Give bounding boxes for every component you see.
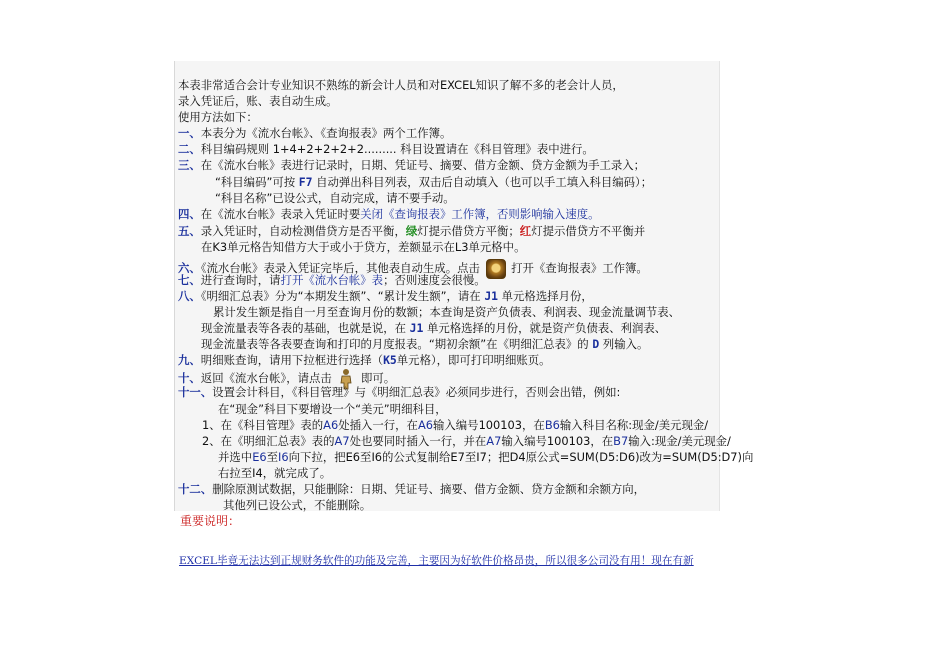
step-4-text-a: 在《流水台帐》表录入凭证时要: [200, 207, 361, 221]
step-3-sub-1: [215, 175, 652, 189]
cell-ref-a6: A6: [323, 418, 339, 432]
d-column-key: D: [592, 337, 600, 351]
step-2-text: 科目编码规则 1+4+2+2+2+2......... 科目设置请在《科目管理》表中进行。: [200, 142, 594, 156]
step-11-number: 十一、: [178, 385, 213, 399]
step-11-sub-3-d: 输入:现金/美元现金/: [628, 434, 731, 448]
intro-line-1: 本表非常适合会计专业知识不熟练的新会计人员和对EXCEL知识了解不多的老会计人员，: [178, 78, 624, 92]
step-9-number: 九、: [178, 353, 201, 367]
step-7-text-c: ；否则速度会很慢。: [383, 273, 486, 287]
step-11-sub-5: 右拉至I4，就完成了。: [218, 466, 332, 480]
step-2-number: 二、: [178, 142, 201, 156]
step-11-sub-2-c: 输入编号100103，在: [433, 418, 545, 432]
step-8-text-b: 单元格选择月份，: [498, 289, 593, 303]
step-8-sub-3: [201, 337, 648, 351]
step-11-sub-2-d: 输入科目名称:现金/美元现金/: [559, 418, 709, 432]
step-11-sub-4-b: 至: [266, 450, 279, 464]
step-6-text-b: 打开《查询报表》工作簿。: [507, 261, 648, 275]
step-4: [178, 207, 600, 221]
j1-key-2: J1: [409, 321, 424, 335]
step-7-number: 七、: [178, 273, 201, 287]
step-7-text-b: 打开《流水台帐》表: [280, 273, 384, 287]
step-7: [178, 273, 486, 287]
j1-key: J1: [484, 289, 499, 303]
step-8-sub-2-b: 单元格选择的月份，就是资产负债表、利润表、: [423, 321, 667, 335]
footer-link[interactable]: EXCEL毕竟无法达到正规财务软件的功能及完善，主要因为好软件价格昂贵，所以很多公司没有用！现在有新: [179, 555, 694, 567]
cell-ref-a7: A7: [334, 434, 350, 448]
step-12-sub: 其他列已设公式，不能删除。: [223, 498, 372, 512]
step-10-text-a: 返回《流水台帐》，请点击: [200, 371, 336, 385]
step-3-sub-1-a: “科目编码”可按: [215, 175, 299, 189]
step-3-sub-2: “科目名称”已设公式，自动完成，请不要手动。: [215, 191, 455, 205]
step-9: [178, 353, 551, 367]
step-8-sub-2-a: 现金流量表等各表的基础，也就是说，在: [201, 321, 410, 335]
step-8-number: 八、: [178, 289, 201, 303]
step-11-sub-4-a: 并选中: [218, 450, 253, 464]
step-11-sub-4: [218, 450, 753, 464]
step-11-sub-1: 在“现金”科目下要增设一个“美元”明细科目，: [218, 402, 447, 416]
step-8-sub-3-b: 列输入。: [599, 337, 649, 351]
step-2: [178, 142, 594, 156]
step-8-sub-2: [201, 321, 666, 335]
step-3-text: 在《流水台帐》表进行记录时，日期、凭证号、摘要、借方金额、贷方金额为手工录入；: [200, 158, 646, 172]
red-light-label: 红: [519, 224, 532, 238]
step-11-sub-2-b: 处插入一行，在: [338, 418, 418, 432]
step-10-number: 十、: [178, 371, 201, 385]
step-5-text-a: 录入凭证时，自动检测借贷方是否平衡，: [200, 224, 406, 238]
step-11: [178, 385, 620, 399]
instructions-panel: [174, 61, 754, 512]
cell-ref-e6: E6: [252, 450, 267, 464]
open-report-icon[interactable]: [486, 259, 506, 279]
green-light-label: 绿: [405, 224, 418, 238]
k5-key: K5: [383, 353, 397, 367]
step-11-sub-3-b: 处也要同时插入一行，并在: [349, 434, 487, 448]
step-11-sub-3-c: 输入编号100103，在: [501, 434, 614, 448]
step-1-text: 本表分为《流水台帐》、《查询报表》两个工作簿。: [200, 126, 452, 140]
step-12-number: 十二、: [178, 482, 213, 496]
step-10-text-b: 即可。: [357, 371, 396, 385]
step-8-sub-1: 累计发生额是指自一月至查询月份的数额；本查询是资产负债表、利润表、现金流量调节表、: [213, 305, 681, 319]
step-4-text-b: 关闭《查询报表》工作簿，否则影响输入速度。: [360, 207, 600, 221]
important-notice-label: 重要说明：: [180, 514, 241, 528]
step-11-sub-3: [202, 434, 731, 448]
f7-key: F7: [298, 175, 313, 189]
step-11-sub-2-a: 1、在《科目管理》表的: [202, 418, 324, 432]
step-5-number: 五、: [178, 224, 201, 238]
step-8: [178, 289, 593, 303]
step-11-sub-4-c: 向下拉，把E6至I6的公式复制给E7至I7；把D4原公式=SUM(D5:D6)改为=SUM(D5:D7)向: [288, 450, 754, 464]
step-11-text: 设置会计科目，《科目管理》与《明细汇总表》必须同步进行，否则会出错，例如:: [212, 385, 621, 399]
cell-ref-b6: B6: [544, 418, 560, 432]
step-4-number: 四、: [178, 207, 201, 221]
step-11-sub-3-a: 2、在《明细汇总表》表的: [202, 434, 335, 448]
step-8-text-a: 《明细汇总表》分为“本期发生额”、“累计发生额”，请在: [200, 289, 485, 303]
step-6-number: 六、: [178, 261, 201, 275]
cell-ref-b7: B7: [613, 434, 629, 448]
step-8-sub-3-a: 现金流量表等各表要查询和打印的月度报表。“期初余额”在《明细汇总表》的: [201, 337, 593, 351]
step-3-sub-1-b: 自动弹出科目列表，双击后自动填入（也可以手工填入科目编码）；: [312, 175, 653, 189]
cell-ref-a6-2: A6: [417, 418, 433, 432]
step-5-text-b: 灯提示借贷方平衡；: [417, 224, 520, 238]
step-6-text-a: 《流水台帐》表录入凭证完毕后，其他表自动生成。点击: [200, 261, 484, 275]
step-11-sub-2: [202, 418, 708, 432]
step-12-text: 删除原测试数据，只能删除：日期、凭证号、摘要、借方金额、贷方金额和余额方向，: [212, 482, 646, 496]
step-5-sub: 在K3单元格告知借方大于或小于贷方，差额显示在L3单元格中。: [201, 240, 526, 254]
step-5-text-c: 灯提示借贷方不平衡并: [531, 224, 646, 238]
step-3-number: 三、: [178, 158, 201, 172]
step-5: [178, 224, 645, 238]
intro-line-2: 录入凭证后，账、表自动生成。: [178, 94, 338, 108]
step-3: [178, 158, 645, 172]
step-12: [178, 482, 645, 496]
cell-ref-i6: I6: [278, 450, 289, 464]
step-7-text-a: 进行查询时，请: [200, 273, 281, 287]
intro-line-3: 使用方法如下：: [178, 110, 258, 124]
cell-ref-a7-2: A7: [486, 434, 502, 448]
step-1-number: 一、: [178, 126, 201, 140]
step-1: [178, 126, 451, 140]
step-9-text-b: 单元格），即可打印明细账页。: [396, 353, 551, 367]
step-9-text-a: 明细账查询，请用下拉框进行选择（: [200, 353, 384, 367]
